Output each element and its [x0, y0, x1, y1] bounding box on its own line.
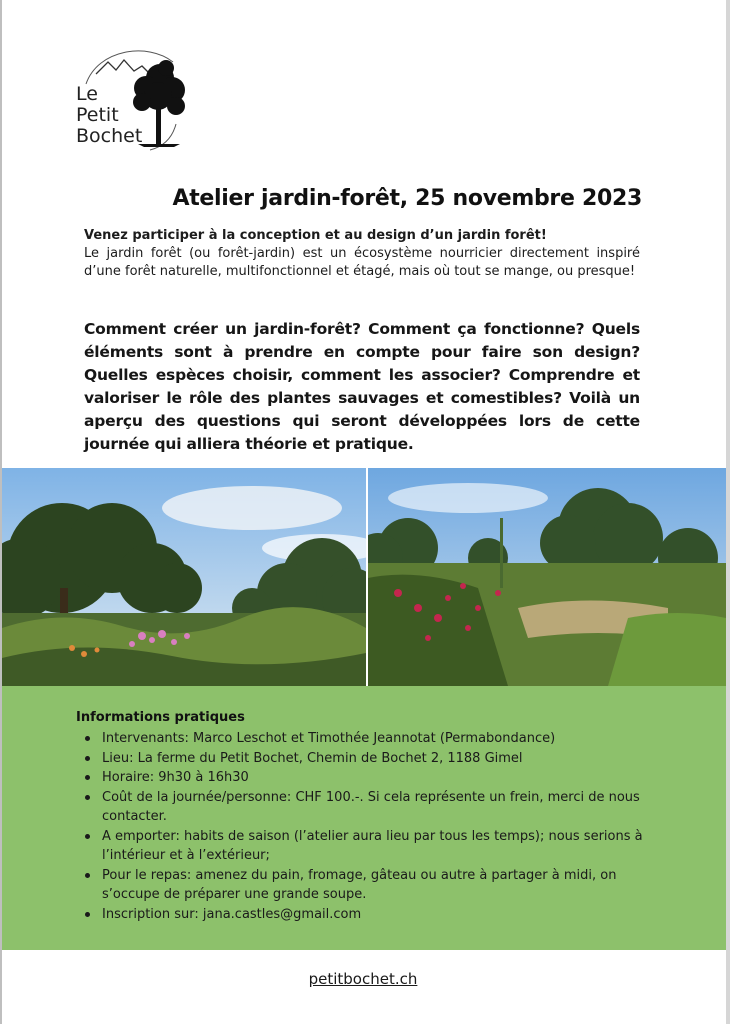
info-list [76, 729, 666, 924]
page-title: Atelier jardin-forêt, 25 novembre 2023 [172, 186, 642, 211]
garden-photo-left [2, 468, 366, 686]
info-item-bring [76, 827, 666, 866]
info-item-text: Horaire: 9h30 à 16h30 [102, 770, 249, 785]
logo-line-1: Le [76, 83, 98, 105]
intro-paragraph [84, 227, 640, 281]
website-link[interactable]: petitbochet.ch [308, 970, 418, 988]
bullet-icon [85, 736, 90, 741]
logo-text [76, 84, 142, 147]
bullet-icon [85, 775, 90, 780]
info-item-text: A emporter: habits de saison (l’atelier aura lieu par tous les temps); nous serions à l’intérieur et à l’extérieur; [102, 828, 643, 863]
info-item-registration [76, 905, 666, 925]
photo-strip [2, 468, 726, 686]
page-border-right [726, 0, 730, 1024]
questions-paragraph: Comment créer un jardin-forêt? Comment ça fonctionne? Quels éléments sont à prendre en compte pour faire son design? Quelles espèces choisir, comment les associer? Comprendre et valoriser le rôle des plantes sauvages et comestibles? Voilà un aperçu des questions qui seront développées lors de cette journée qui alliera théorie et pratique. [84, 320, 640, 453]
practical-info-box [2, 686, 726, 950]
bullet-icon [85, 795, 90, 800]
info-item-text: Coût de la journée/personne: CHF 100.-. Si cela représente un frein, merci de nous contacter. [102, 789, 640, 824]
logo-line-2: Petit [76, 104, 119, 126]
intro-lead: Venez participer à la conception et au design d’un jardin forêt! [84, 228, 547, 243]
intro-body: Le jardin forêt (ou forêt-jardin) est un écosystème nourricier directement inspiré d’une forêt naturelle, multifonctionnel et étagé, mais où tout se mange, ou presque! [84, 246, 640, 279]
logo-line-3: Bochet [76, 125, 143, 147]
info-item-meal [76, 866, 666, 905]
info-item-speakers [76, 729, 666, 749]
bullet-icon [85, 912, 90, 917]
info-item-text: Intervenants: Marco Leschot et Timothée Jeannotat (Permabondance) [102, 731, 556, 746]
bullet-icon [85, 873, 90, 878]
bullet-icon [85, 834, 90, 839]
logo [68, 44, 198, 154]
info-item-cost [76, 788, 666, 827]
info-item-text: Lieu: La ferme du Petit Bochet, Chemin de Bochet 2, 1188 Gimel [102, 750, 523, 766]
info-item-text: Inscription sur: jana.castles@gmail.com [102, 906, 362, 922]
info-item-location [76, 749, 666, 769]
info-item-schedule [76, 768, 666, 788]
garden-photo-right [368, 468, 726, 686]
bullet-icon [85, 756, 90, 761]
info-item-text: Pour le repas: amenez du pain, fromage, gâteau ou autre à partager à midi, on s’occupe de préparer une grande soupe. [102, 867, 617, 902]
info-title: Informations pratiques [76, 710, 245, 725]
